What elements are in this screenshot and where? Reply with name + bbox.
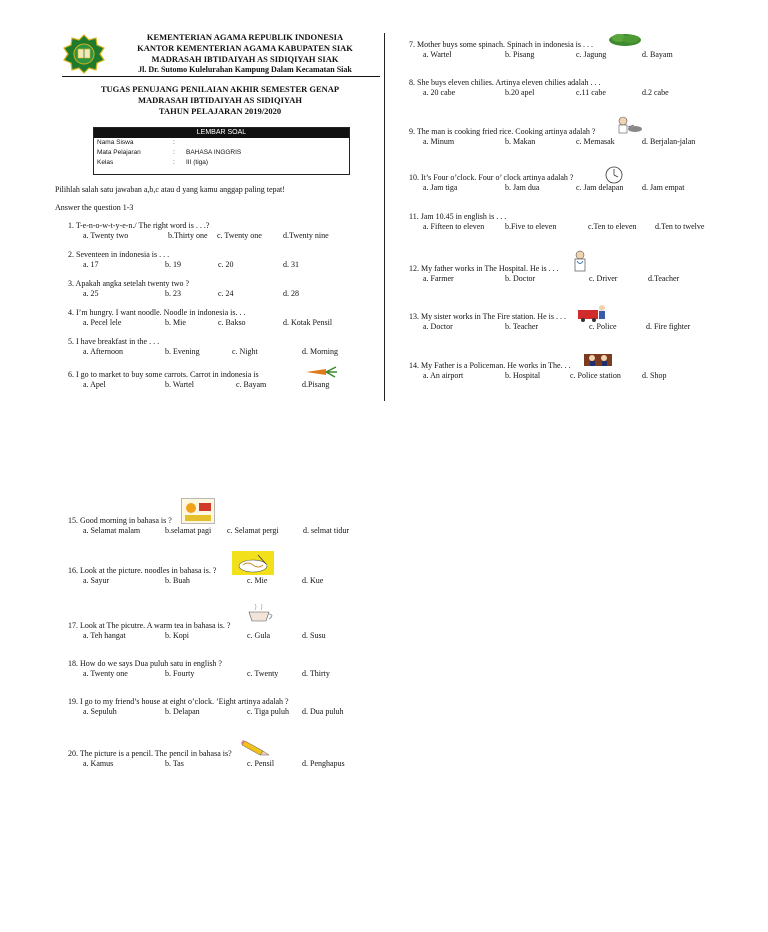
option-row	[409, 88, 669, 98]
noodles-icon	[232, 551, 274, 575]
option-row	[68, 526, 349, 536]
option-b[interactable]: b. Tas	[165, 759, 184, 768]
lembar-soal-title: LEMBAR SOAL	[94, 128, 349, 138]
option-c[interactable]: c. Mie	[247, 576, 268, 585]
option-b[interactable]: b.Five to eleven	[505, 222, 557, 231]
question-2	[68, 250, 299, 270]
question-stem: 4. I’m hungry. I want noodle. Noodle in indonesia is. . .	[68, 308, 246, 317]
option-a[interactable]: a. Farmer	[423, 274, 454, 283]
option-d[interactable]: d. Bayam	[642, 50, 673, 59]
question-stem: 5. I have breakfast in the . . .	[68, 337, 160, 346]
option-d[interactable]: d. Fire fighter	[646, 322, 691, 331]
sheet-row	[94, 158, 349, 168]
question-stem: 6. I go to market to buy some carrots. Carrot in indonesia is	[68, 370, 259, 379]
question-stem: 14. My Father is a Policeman. He works in The. . .	[409, 361, 571, 370]
option-row	[409, 50, 673, 60]
question-stem: 8. She buys eleven chilies. Artinya eleven chilies adalah . . .	[409, 78, 601, 87]
option-c[interactable]: c.11 cabe	[576, 88, 606, 97]
answer-note: Answer the question 1-3	[55, 203, 134, 212]
option-b[interactable]: b. Pisang	[505, 50, 535, 59]
option-a[interactable]: a. Afternoon	[83, 347, 123, 356]
option-c[interactable]: c. Police	[589, 322, 617, 331]
option-b[interactable]: b. Doctor	[505, 274, 536, 283]
option-b[interactable]: b.Thirty one	[168, 231, 208, 240]
option-a[interactable]: a. 17	[83, 260, 99, 269]
option-b[interactable]: b. Evening	[165, 347, 200, 356]
option-d[interactable]: d. Jam empat	[642, 183, 685, 192]
option-b[interactable]: b. 19	[165, 260, 181, 269]
header-line3: MADRASAH IBTIDAIYAH AS SIDIQIYAH SIAK	[151, 54, 339, 64]
firefighter-icon	[576, 302, 608, 322]
tea-icon	[243, 604, 283, 624]
header-line1: KEMENTERIAN AGAMA REPUBLIK INDONESIA	[146, 32, 344, 42]
option-row	[68, 631, 326, 641]
question-stem: 15. Good morning in bahasa is ?	[68, 516, 172, 525]
sheet-colon: :	[173, 139, 175, 146]
option-d[interactable]: d. Kue	[302, 576, 324, 585]
option-c[interactable]: c. 20	[218, 260, 234, 269]
sheet-label: Kelas	[97, 159, 114, 166]
question-stem: 1. T-e-n-o-w-t-y-e-n./ The right word is . . .?	[68, 221, 210, 230]
option-c[interactable]: c. Night	[232, 347, 258, 356]
option-c[interactable]: c. Jam delapan	[576, 183, 624, 192]
question-stem: 17. Look at The picutre. A warm tea in bahasa is. ?	[68, 621, 231, 630]
option-row	[409, 322, 691, 332]
option-c[interactable]: c. Bayam	[236, 380, 267, 389]
carrot-icon	[304, 366, 338, 378]
option-a[interactable]: a. Doctor	[423, 322, 453, 331]
question-11	[409, 212, 705, 232]
question-stem: 2. Seventeen in indonesia is . . .	[68, 250, 170, 259]
option-row	[68, 231, 329, 241]
option-a[interactable]: a. 20 cabe	[423, 88, 456, 97]
option-a[interactable]: a. Pecel lele	[83, 318, 122, 327]
option-a[interactable]: a. Sayur	[83, 576, 110, 585]
question-stem: 10. It’s Four o’clock. Four o’ clock artinya adalah ?	[409, 173, 574, 182]
option-a[interactable]: a. Apel	[83, 380, 106, 389]
option-row	[409, 222, 705, 232]
question-6	[68, 370, 330, 390]
question-19	[68, 697, 344, 717]
option-row	[68, 318, 333, 328]
option-d[interactable]: d. 31	[283, 260, 299, 269]
option-row	[68, 380, 330, 390]
option-row	[409, 274, 680, 284]
question-15	[68, 516, 349, 536]
option-d[interactable]: d. 28	[283, 289, 299, 298]
option-c[interactable]: c. Tiga puluh	[247, 707, 290, 716]
question-8	[409, 78, 669, 98]
question-stem: 7. Mother buys some spinach. Spinach in indonesia is . . .	[409, 40, 593, 49]
sheet-label: Mata Pelajaran	[97, 149, 141, 156]
option-c[interactable]: c. Driver	[589, 274, 618, 283]
option-row	[68, 260, 299, 270]
option-b[interactable]: b. Makan	[505, 137, 536, 146]
question-stem: 20. The picture is a pencil. The pencil in bahasa is?	[68, 749, 232, 758]
doctor-icon	[570, 250, 590, 274]
good-morning-icon	[181, 498, 215, 524]
option-c[interactable]: c. Jagung	[576, 50, 607, 59]
task-line1: TUGAS PENUJANG PENILAIAN AKHIR SEMESTER GENAP	[100, 84, 340, 94]
option-a[interactable]: a. Fifteen to eleven	[423, 222, 485, 231]
question-10	[409, 173, 685, 193]
question-1	[68, 221, 329, 241]
sheet-row	[94, 138, 349, 148]
option-d[interactable]: d. Shop	[642, 371, 667, 380]
option-c[interactable]: c. Gula	[247, 631, 271, 640]
option-b[interactable]: b. Jam dua	[505, 183, 540, 192]
cooking-icon	[614, 116, 644, 136]
question-stem: 13. My sister works in The Fire station. He is . . .	[409, 312, 566, 321]
option-b[interactable]: b. 23	[165, 289, 181, 298]
option-b[interactable]: b. Hospital	[505, 371, 541, 380]
option-row	[68, 289, 299, 299]
option-a[interactable]: a. Wartel	[423, 50, 452, 59]
option-b[interactable]: b. Mie	[165, 318, 186, 327]
option-c[interactable]: c.Ten to eleven	[588, 222, 637, 231]
option-d[interactable]: d. Penghapus	[302, 759, 345, 768]
option-d[interactable]: d. Berjalan-jalan	[642, 137, 696, 146]
pencil-icon	[241, 737, 273, 757]
question-stem: 12. My father works in The Hospital. He is . . .	[409, 264, 559, 273]
question-13	[409, 312, 691, 332]
option-b[interactable]: b. Fourty	[165, 669, 195, 678]
option-row	[68, 347, 338, 357]
question-3	[68, 279, 299, 299]
column-divider	[384, 33, 385, 401]
option-b[interactable]: b. Delapan	[165, 707, 200, 716]
question-16	[68, 566, 324, 586]
question-stem: 19. I go to my friend’s house at eight o’clock. ’Eight artinya adalah ?	[68, 697, 289, 706]
option-row	[409, 137, 696, 147]
question-17	[68, 621, 326, 641]
option-c[interactable]: c. Police station	[570, 371, 621, 380]
option-d[interactable]: d.Teacher	[648, 274, 680, 283]
question-20	[68, 749, 345, 769]
option-a[interactable]: a. 25	[83, 289, 99, 298]
question-4	[68, 308, 333, 328]
option-b[interactable]: b. Wartel	[165, 380, 194, 389]
option-d[interactable]: d. Morning	[302, 347, 338, 356]
instruction: Pilihlah salah satu jawaban a,b,c atau d yang kamu anggap paling tepat!	[55, 185, 285, 194]
sheet-row	[94, 148, 349, 158]
question-18	[68, 659, 330, 679]
option-a[interactable]: a. Sepuluh	[83, 707, 117, 716]
question-stem: 3. Apakah angka setelah twenty two ?	[68, 279, 190, 288]
sheet-label: Nama Siswa	[97, 139, 134, 146]
option-c[interactable]: c. Pensil	[247, 759, 275, 768]
lembar-soal-box	[93, 127, 350, 175]
task-line3: TAHUN PELAJARAN 2019/2020	[158, 106, 282, 116]
header-address: Jl. Dr. Sutomo Kulelurahan Kampung Dalam Kecamatan Siak	[138, 65, 352, 74]
question-7	[409, 40, 673, 60]
sheet-colon: :	[173, 149, 175, 156]
option-a[interactable]: a. Twenty one	[83, 669, 128, 678]
option-c[interactable]: c. Memasak	[576, 137, 615, 146]
option-row	[68, 576, 324, 586]
question-14	[409, 361, 667, 381]
question-stem: 11. Jam 10.45 in english is . . .	[409, 212, 507, 221]
option-b[interactable]: b. Kopi	[165, 631, 189, 640]
option-a[interactable]: a. Selamat malam	[83, 526, 141, 535]
option-b[interactable]: b. Teacher	[505, 322, 539, 331]
option-a[interactable]: a. Teh hangat	[83, 631, 126, 640]
option-row	[68, 669, 330, 679]
option-d[interactable]: d.Twenty nine	[283, 231, 329, 240]
option-a[interactable]: a. An airport	[423, 371, 464, 380]
question-stem: 18. How do we says Dua puluh satu in english ?	[68, 659, 222, 668]
police-icon	[582, 348, 614, 368]
option-b[interactable]: b. Buah	[165, 576, 190, 585]
question-5	[68, 337, 338, 357]
question-stem: 9. The man is cooking fried rice. Cooking artinya adalah ?	[409, 127, 596, 136]
option-a[interactable]: a. Jam tiga	[423, 183, 458, 192]
option-row	[409, 183, 685, 193]
option-c[interactable]: c. Selamat pergi	[227, 526, 279, 535]
question-12	[409, 264, 680, 284]
spinach-icon	[607, 30, 643, 48]
option-d[interactable]: d. Kotak Pensil	[283, 318, 333, 327]
question-stem: 16. Look at the picture. noodles in bahasa is. ?	[68, 566, 217, 575]
sheet-value: BAHASA INGGRIS	[186, 149, 242, 156]
option-b[interactable]: b.20 apel	[505, 88, 535, 97]
option-a[interactable]: a. Kamus	[83, 759, 114, 768]
header-line2: KANTOR KEMENTERIAN AGAMA KABUPATEN SIAK	[137, 43, 353, 53]
question-9	[409, 127, 696, 147]
option-d[interactable]: d.Ten to twelve	[655, 222, 705, 231]
option-d[interactable]: d. Thirty	[302, 669, 330, 678]
option-row	[68, 759, 345, 769]
option-a[interactable]: a. Twenty two	[83, 231, 129, 240]
option-row	[68, 707, 344, 717]
option-d[interactable]: d. Susu	[302, 631, 326, 640]
option-d[interactable]: d. Dua puluh	[302, 707, 344, 716]
option-b[interactable]: b.selamat pagi	[165, 526, 212, 535]
header-rule	[62, 76, 380, 77]
sheet-colon: :	[173, 159, 175, 166]
option-c[interactable]: c. 24	[218, 289, 234, 298]
option-d[interactable]: d.Pisang	[302, 380, 330, 389]
option-c[interactable]: c. Bakso	[218, 318, 246, 327]
sheet-value: III (tiga)	[186, 159, 209, 166]
option-c[interactable]: c. Twenty one	[217, 231, 262, 240]
option-d[interactable]: d.2 cabe	[642, 88, 669, 97]
clock-icon	[604, 166, 624, 184]
option-d[interactable]: d. selmat tidur	[303, 526, 349, 535]
task-line2: MADRASAH IBTIDAIYAH AS SIDIQIYAH	[138, 95, 302, 105]
option-a[interactable]: a. Minum	[423, 137, 455, 146]
option-row	[409, 371, 667, 381]
option-c[interactable]: c. Twenty	[247, 669, 279, 678]
